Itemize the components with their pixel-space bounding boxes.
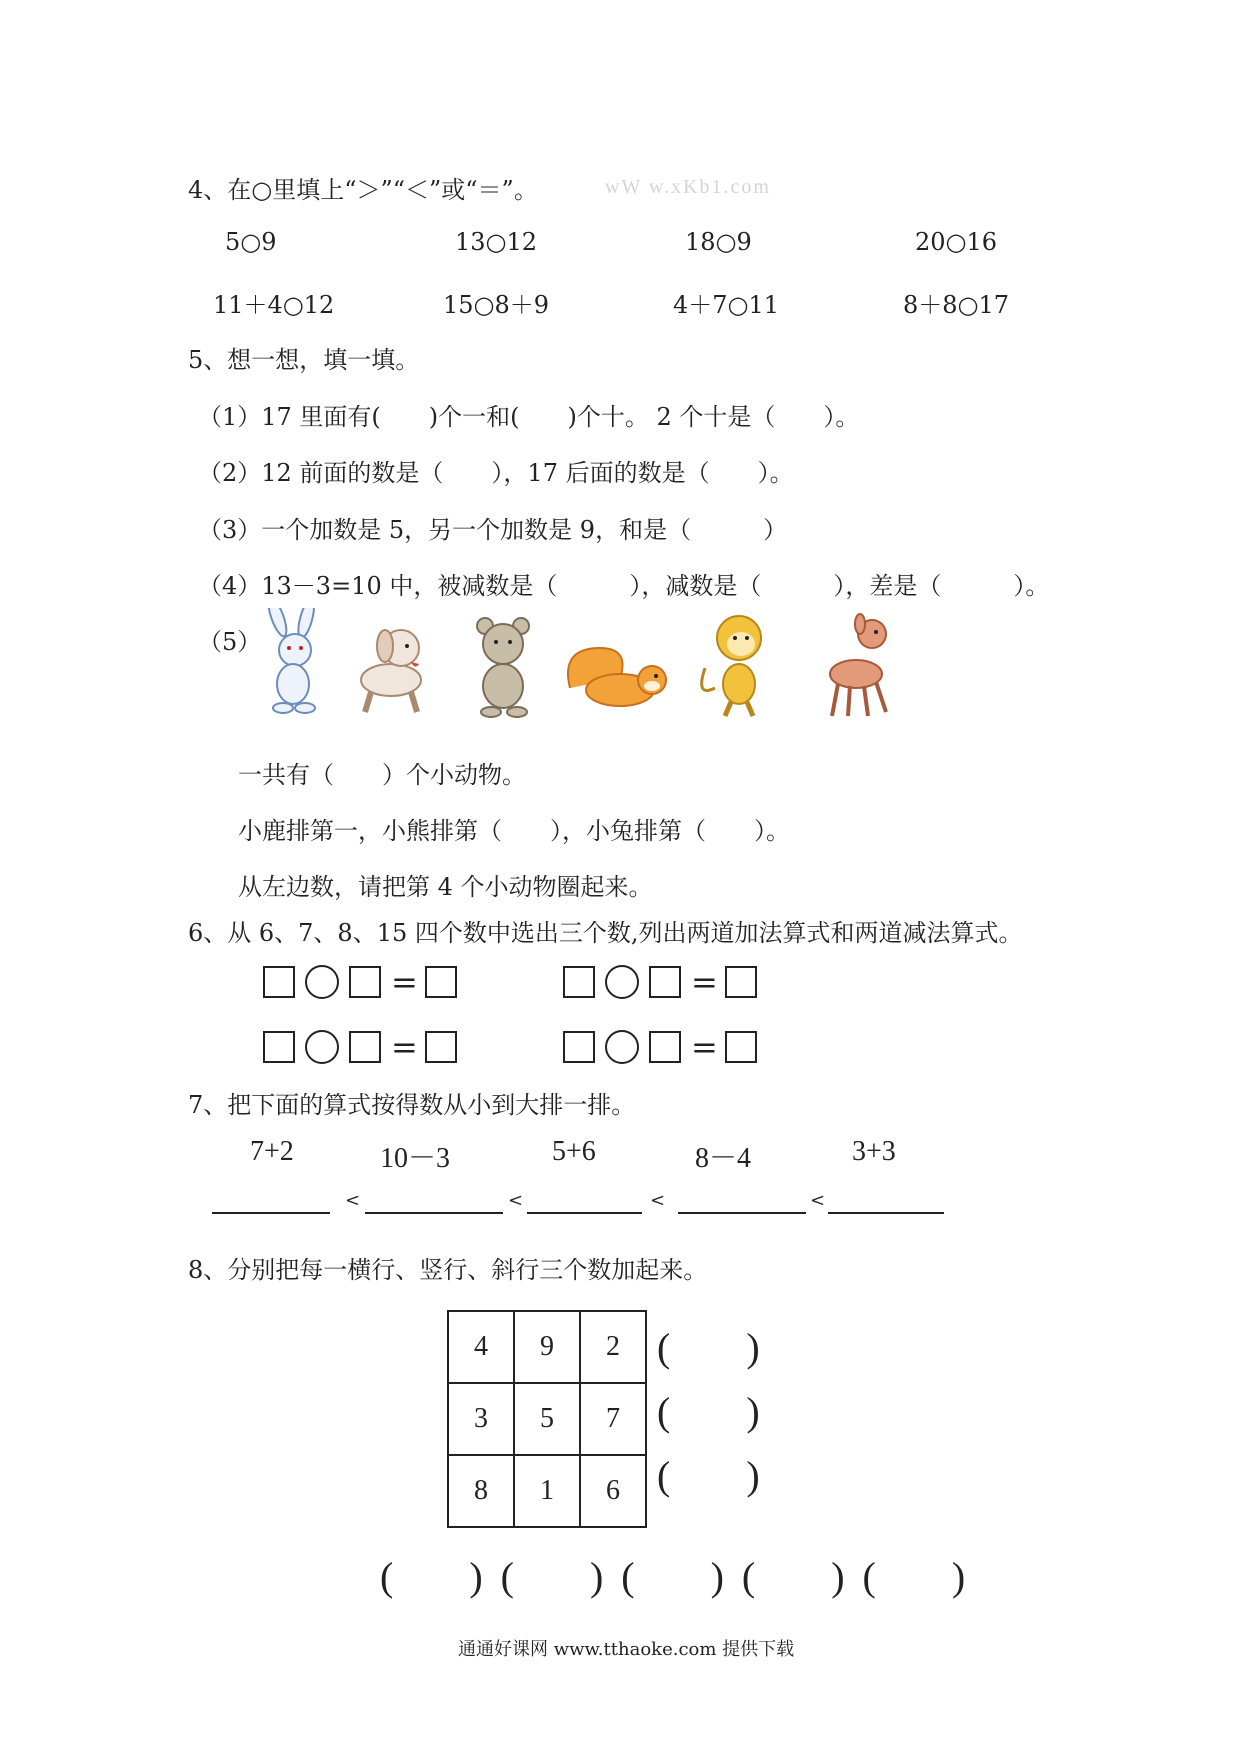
answer-box[interactable] [425, 1031, 457, 1063]
answer-box[interactable] [263, 966, 295, 998]
operator-circle[interactable] [305, 965, 339, 999]
q5-item-2: （2）12 前面的数是（ ），17 后面的数是（ ）。 [198, 459, 794, 487]
equation-row-1b [563, 965, 757, 999]
equation-row-2a [263, 1030, 457, 1064]
answer-box[interactable] [563, 966, 595, 998]
answer-box[interactable] [725, 966, 757, 998]
footer-credit: 通通好课网 www.tthaoke.com 提供下载 [458, 1639, 795, 1660]
q4-r2c4: 8＋8○17 [903, 291, 1010, 319]
q4-r2c3: 4＋7○11 [673, 291, 780, 319]
less-than-sign: < [650, 1190, 666, 1211]
q4-title: 4、在○里填上“＞”“＜”或“＝”。 [188, 176, 538, 204]
rabbit-icon [265, 608, 317, 713]
q4-r1c1: 5○9 [225, 228, 277, 256]
equals-sign: = [391, 963, 418, 1001]
watermark: wW w.xKb1.com [605, 176, 771, 198]
bear-icon [477, 618, 529, 717]
grid-cell: 1 [514, 1455, 580, 1527]
equals-sign: = [691, 1028, 718, 1066]
answer-blank-3[interactable] [527, 1210, 642, 1214]
answer-blank-4[interactable] [678, 1210, 806, 1214]
answer-blank-1[interactable] [212, 1210, 330, 1214]
grid-cell: 4 [448, 1311, 514, 1383]
answer-box[interactable] [725, 1031, 757, 1063]
answer-box[interactable] [425, 966, 457, 998]
row-sum-answer-1[interactable]: ( ) [657, 1325, 778, 1370]
monkey-icon [702, 616, 761, 716]
answer-box[interactable] [649, 966, 681, 998]
equation-row-2b [563, 1030, 757, 1064]
q5-title: 5、想一想，填一填。 [188, 346, 420, 374]
less-than-sign: < [345, 1190, 361, 1211]
q4-r1c4: 20○16 [915, 228, 998, 256]
q4-r1c2: 13○12 [455, 228, 538, 256]
grid-cell: 7 [580, 1383, 646, 1455]
answer-blank-5[interactable] [828, 1210, 944, 1214]
grid-cell: 9 [514, 1311, 580, 1383]
grid-cell: 6 [580, 1455, 646, 1527]
answer-box[interactable] [263, 1031, 295, 1063]
less-than-sign: < [508, 1190, 524, 1211]
grid-cell: 2 [580, 1311, 646, 1383]
operator-circle[interactable] [605, 1030, 639, 1064]
q4-r1c3: 18○9 [685, 228, 752, 256]
q6-title: 6、从 6、7、8、15 四个数中选出三个数,列出两道加法算式和两道减法算式。 [188, 919, 1023, 947]
q5-item-4: （4）13－3=10 中，被减数是（ ），减数是（ ），差是（ ）。 [198, 572, 1050, 600]
equals-sign: = [691, 963, 718, 1001]
grid-cell: 5 [514, 1383, 580, 1455]
q5-sub-2: 小鹿排第一，小熊排第（ ），小兔排第（ ）。 [238, 817, 790, 845]
expression-3: 5+6 [552, 1136, 596, 1167]
row-sum-answer-2[interactable]: ( ) [657, 1389, 778, 1434]
q4-r2c1: 11＋4○12 [213, 291, 335, 319]
expression-5: 3+3 [852, 1136, 896, 1167]
answer-blank-2[interactable] [365, 1210, 503, 1214]
animals-illustration [245, 608, 925, 720]
equation-row-1a [263, 965, 457, 999]
grid-cell: 3 [448, 1383, 514, 1455]
q4-r2c2: 15○8＋9 [443, 291, 550, 319]
magic-square-grid [447, 1310, 647, 1528]
q5-item-3: （3）一个加数是 5，另一个加数是 9，和是（ ） [198, 516, 788, 544]
squirrel-icon [568, 648, 666, 706]
q5-item-5-label: （5） [198, 628, 262, 656]
column-diagonal-sum-answers[interactable]: ( )( )( )( )( ) [380, 1554, 984, 1599]
deer-icon [830, 614, 886, 716]
answer-box[interactable] [349, 966, 381, 998]
answer-box[interactable] [563, 1031, 595, 1063]
equals-sign: = [391, 1028, 418, 1066]
q7-title: 7、把下面的算式按得数从小到大排一排。 [188, 1091, 636, 1119]
operator-circle[interactable] [605, 965, 639, 999]
expression-1: 7+2 [250, 1136, 294, 1167]
answer-box[interactable] [649, 1031, 681, 1063]
expression-4: 8－4 [695, 1143, 752, 1174]
row-sum-answer-3[interactable]: ( ) [657, 1453, 778, 1498]
less-than-sign: < [810, 1190, 826, 1211]
dog-icon [361, 630, 421, 712]
answer-box[interactable] [349, 1031, 381, 1063]
q5-sub-1: 一共有（ ）个小动物。 [238, 761, 526, 789]
q8-title: 8、分别把每一横行、竖行、斜行三个数加起来。 [188, 1256, 708, 1284]
operator-circle[interactable] [305, 1030, 339, 1064]
q5-sub-3: 从左边数，请把第 4 个小动物圈起来。 [238, 873, 653, 901]
grid-cell: 8 [448, 1455, 514, 1527]
q5-item-1: （1）17 里面有( )个一和( )个十。 2 个十是（ ）。 [198, 403, 860, 431]
expression-2: 10－3 [380, 1143, 451, 1174]
